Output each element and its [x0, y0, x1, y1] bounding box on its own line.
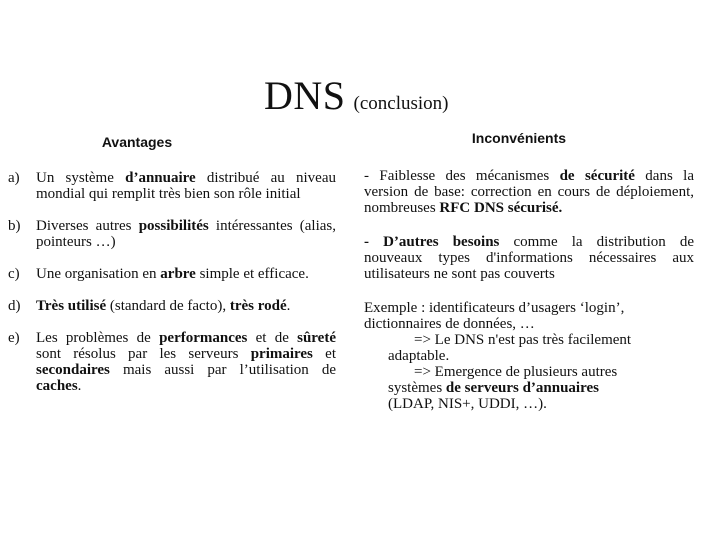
example-line: [364, 380, 694, 396]
text: mais aussi par l’utilisation de: [109, 362, 336, 378]
text: Diverses autres: [36, 218, 139, 234]
text: Les problèmes de: [36, 330, 160, 346]
text: systèmes: [388, 380, 446, 396]
item-body: [36, 266, 336, 282]
emphasis: Très utilisé: [36, 298, 107, 314]
example-line: dictionnaires de données, …: [364, 316, 535, 332]
emphasis: primaires: [250, 346, 313, 362]
text: simple et efficace.: [195, 266, 309, 282]
disadvantage-security: [364, 168, 694, 216]
emphasis: possibilités: [138, 218, 209, 234]
advantage-item-d: [8, 298, 336, 314]
text: et de: [247, 330, 298, 346]
emphasis: arbre: [160, 266, 196, 282]
text: et: [312, 346, 337, 362]
disadvantage-other-needs: [364, 234, 694, 282]
emphasis: - D’autres besoins: [364, 234, 500, 250]
emphasis: très rodé: [229, 298, 287, 314]
emphasis: RFC DNS sécurisé.: [439, 200, 563, 216]
advantage-item-c: [8, 266, 336, 282]
text: - Faiblesse des mécanismes: [364, 168, 560, 184]
example-consequence: => Emergence de plusieurs autres: [414, 364, 618, 380]
item-letter: a): [8, 170, 20, 186]
text: .: [286, 298, 291, 314]
item-body: [36, 218, 336, 250]
title-subtitle: (conclusion): [353, 93, 449, 114]
emphasis: caches: [36, 378, 78, 394]
advantage-item-a: [8, 170, 336, 202]
emphasis: secondaires: [36, 362, 110, 378]
slide-title: [264, 72, 449, 119]
text: sont résolus par les serveurs: [36, 346, 251, 362]
item-body: [36, 330, 336, 394]
item-body: [36, 298, 336, 314]
text: intéressantes (alias, pointeurs …): [36, 218, 336, 250]
example-line: adaptable.: [388, 348, 450, 364]
disadvantages-column: [364, 128, 694, 430]
text: distribué au niveau mondial qui remplit très bien son rôle initial: [36, 170, 336, 202]
advantage-item-e: [8, 330, 336, 394]
item-letter: e): [8, 330, 20, 346]
emphasis: sûreté: [297, 330, 336, 346]
example-consequence: => Le DNS n'est pas très facilement: [414, 332, 632, 348]
advantage-item-b: [8, 218, 336, 250]
example-line: Exemple : identificateurs d’usagers ‘login’,: [364, 300, 625, 316]
item-letter: b): [8, 218, 21, 234]
example-line: (LDAP, NIS+, UDDI, …).: [388, 396, 547, 412]
disadvantage-example: [364, 300, 694, 412]
emphasis: de sécurité: [559, 168, 635, 184]
emphasis: de serveurs d’annuaires: [445, 380, 599, 396]
emphasis: d’annuaire: [125, 170, 196, 186]
item-letter: d): [8, 298, 21, 314]
text: .: [77, 378, 82, 394]
item-letter: c): [8, 266, 20, 282]
item-body: [36, 170, 336, 202]
advantages-heading: Avantages: [101, 134, 173, 150]
title-main: DNS: [264, 73, 346, 118]
text: dans la version de base: correction en cours de déploiement, nombreuses: [364, 168, 694, 216]
text: comme la distribution de nouveaux types d'informations nécessaires aux utilisateurs ne sont pas couverts: [364, 234, 694, 282]
advantages-column: [8, 128, 336, 410]
disadvantages-heading: Inconvénients: [471, 130, 567, 146]
emphasis: performances: [159, 330, 248, 346]
text: Une organisation en: [36, 266, 161, 282]
text: Un système: [36, 170, 126, 186]
text: (standard de facto),: [106, 298, 230, 314]
